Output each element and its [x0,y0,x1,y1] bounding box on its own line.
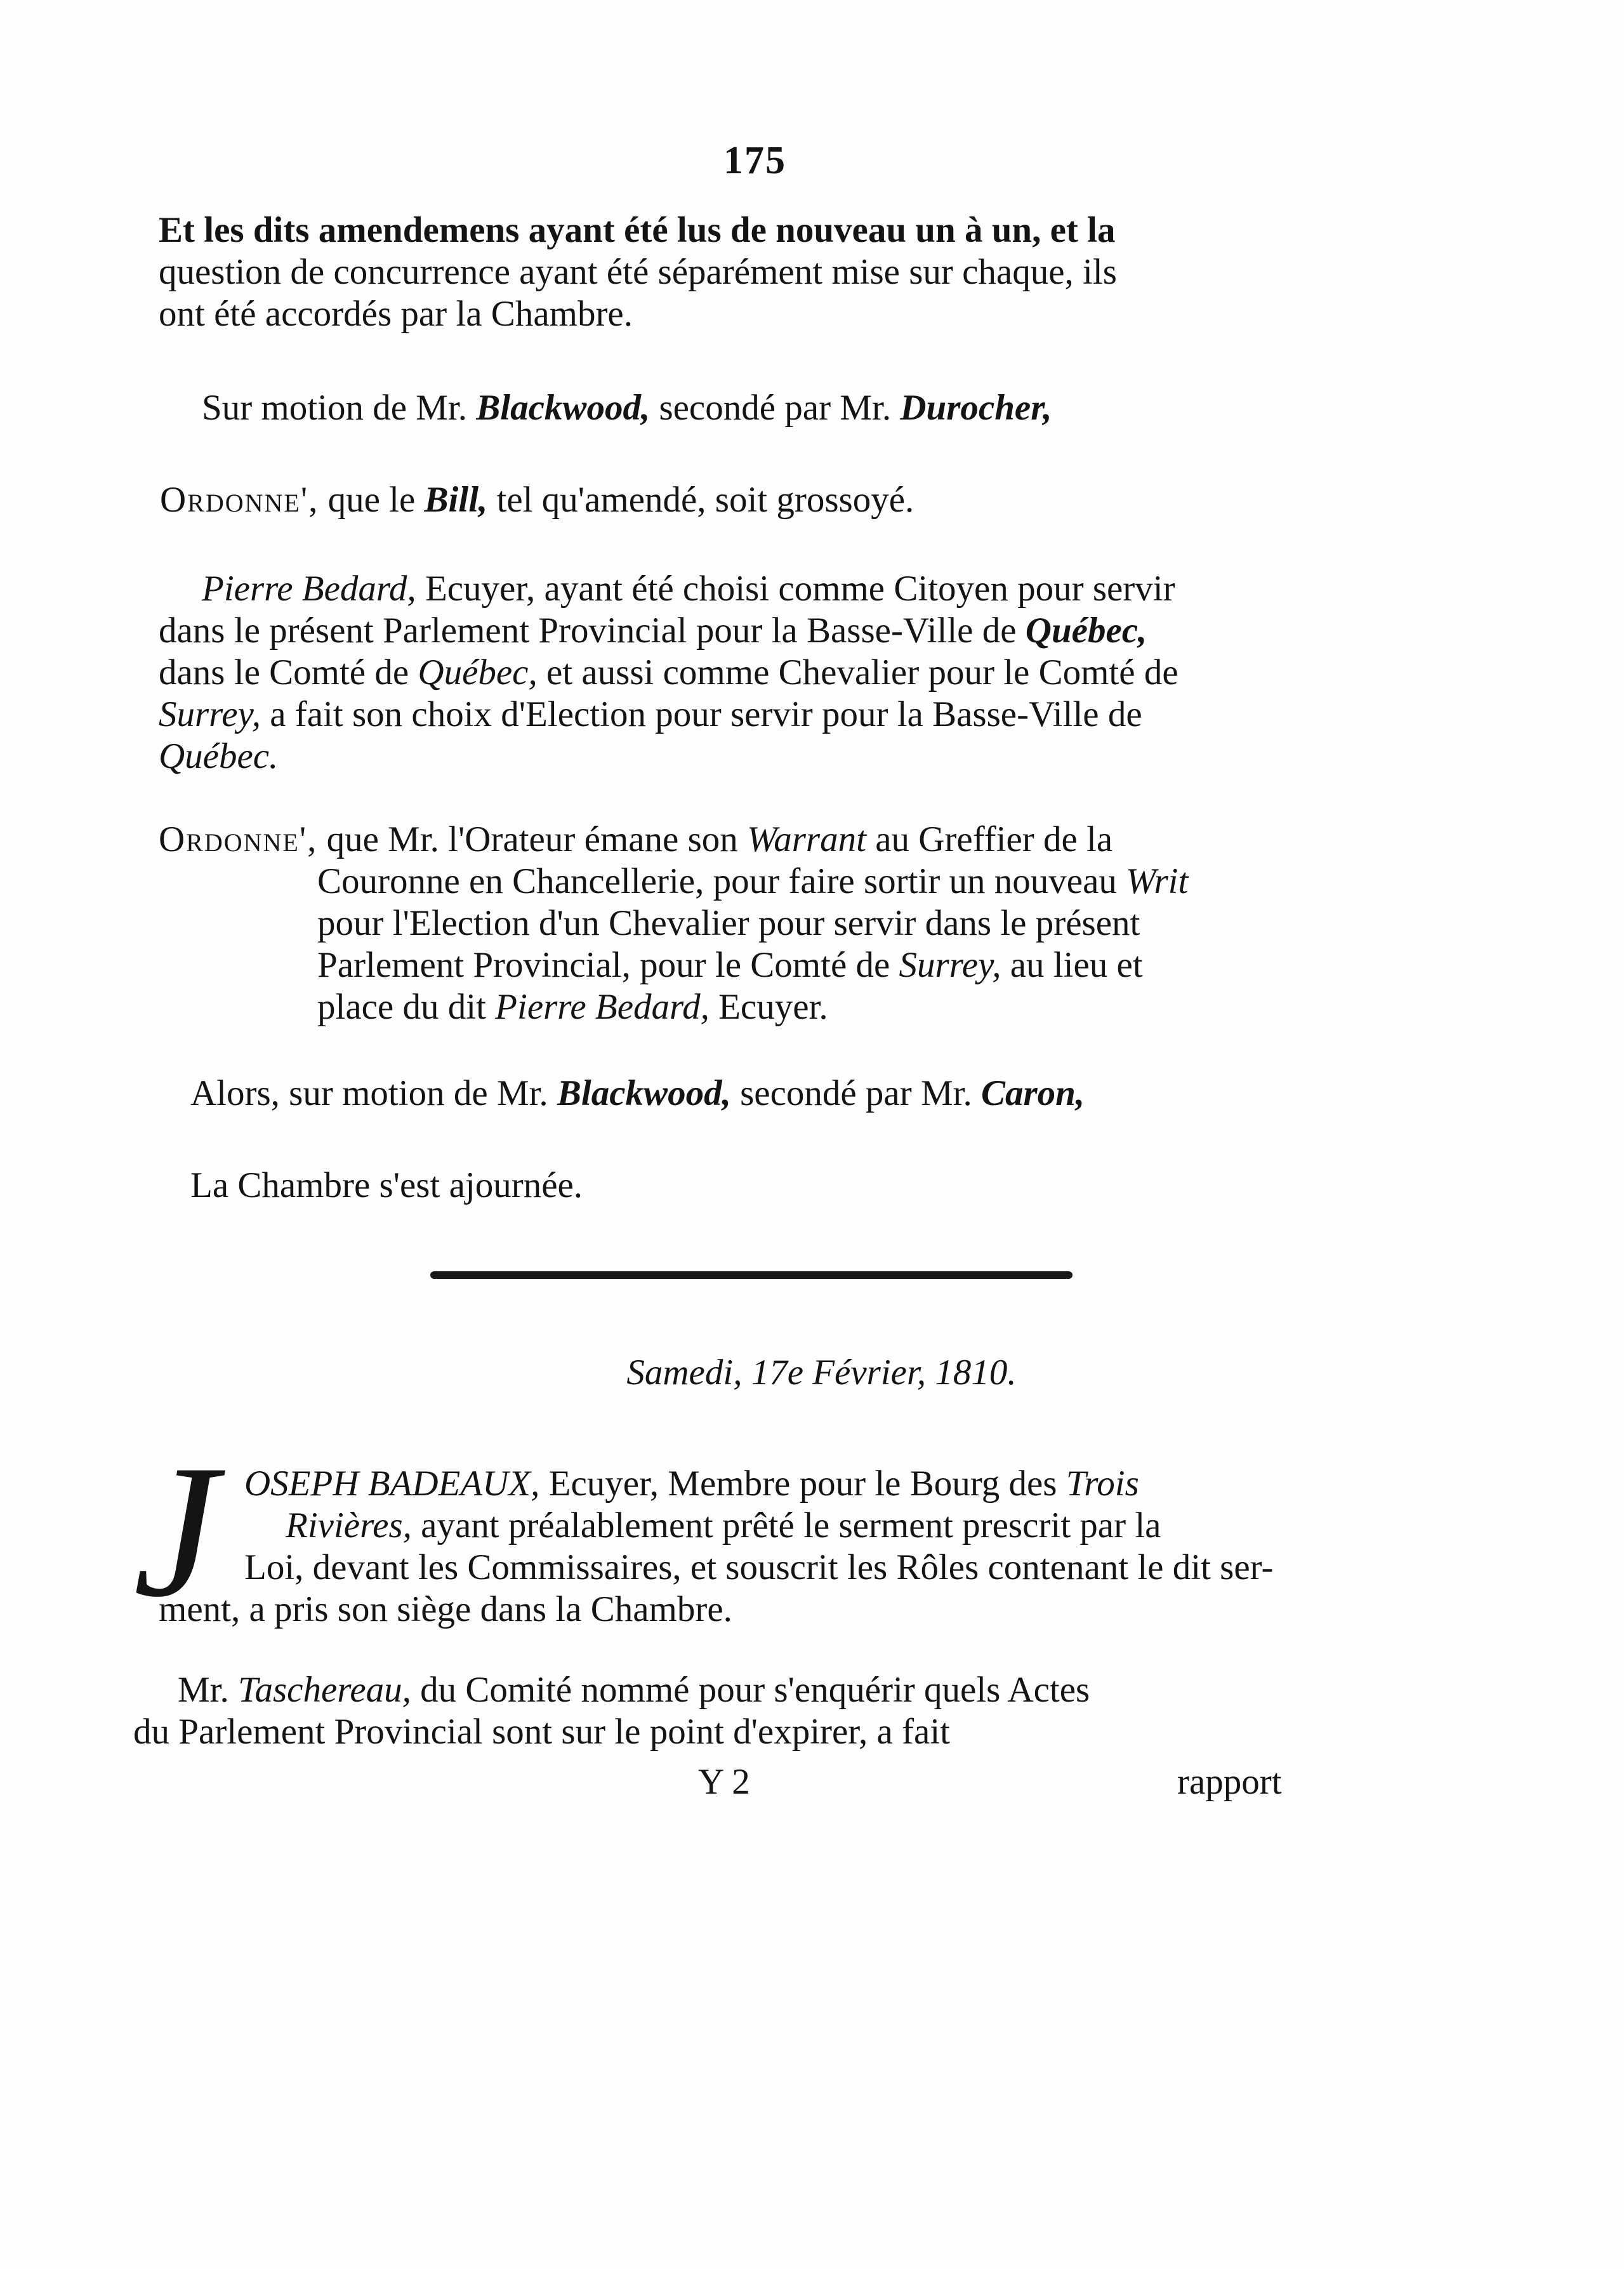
text-line: Couronne en Chancellerie, pour faire sortir un nouveau Writ [317,861,1189,901]
text-line: Et les dits amendemens ayant été lus de nouveau un à un, et la [159,210,1116,250]
session-date: Samedi, 17e Février, 1810. [626,1353,1017,1392]
text-line: Mr. Taschereau, du Comité nommé pour s'enquérir quels Actes [178,1670,1090,1710]
catchword: rapport [1177,1762,1282,1802]
paragraph-ordonne-bill [160,479,1175,521]
text-line: dans le présent Parlement Provincial pour la Basse-Ville de Québec, [159,611,1147,651]
text-line: Alors, sur motion de Mr. Blackwood, secondé par Mr. Caron, [190,1073,1085,1113]
paragraph-taschereau [133,1669,1447,1753]
drop-cap: J [133,1426,218,1636]
text-line: place du dit Pierre Bedard, Ecuyer. [317,987,828,1027]
paragraph-pierre-bedard [159,568,1447,777]
paragraph-motion-blackwood [202,387,1281,429]
paragraph-ordonne-warrant [159,819,1447,1028]
page-number: 175 [723,139,786,182]
text-line: Sur motion de Mr. Blackwood, secondé par Mr. Durocher, [202,388,1052,428]
paragraph-joseph-badeaux [159,1463,1447,1631]
text-line: ont été accordés par la Chambre. [159,294,633,334]
text-line: Surrey, a fait son choix d'Election pour servir pour la Basse-Ville de [159,694,1142,734]
text-line: OSEPH BADEAUX, Ecuyer, Membre pour le Bourg des Trois [244,1464,1139,1504]
section-divider [430,1271,1073,1279]
text-line: Loi, devant les Commissaires, et souscrit les Rôles contenant le dit ser- [244,1547,1274,1587]
text-line: ment, a pris son siège dans la Chambre. [159,1589,732,1629]
text-line: Pierre Bedard, Ecuyer, ayant été choisi comme Citoyen pour servir [202,569,1175,609]
paragraph-motion-caron [190,1073,1333,1115]
paragraph-adjourned [190,1165,952,1207]
text-line: Ordonne', que Mr. l'Orateur émane son Warrant au Greffier de la [159,819,1113,859]
text-line: dans le Comté de Québec, et aussi comme Chevalier pour le Comté de [159,652,1178,692]
text-line: question de concurrence ayant été séparément mise sur chaque, ils [159,252,1117,292]
text-line: Rivières, ayant préalablement prêté le serment prescrit par la [286,1505,1161,1545]
text-line: La Chambre s'est ajournée. [190,1165,583,1205]
signature-mark: Y 2 [698,1762,750,1802]
text-line: pour l'Election d'un Chevalier pour servir dans le présent [317,903,1140,943]
paragraph-amendments [159,209,1447,335]
text-line: Parlement Provincial, pour le Comté de Surrey, au lieu et [317,945,1143,985]
text-line: Québec. [159,736,279,776]
text-line: du Parlement Provincial sont sur le point d'expirer, a fait [133,1712,951,1752]
text-line: Ordonne', que le Bill, tel qu'amendé, soit grossoyé. [160,480,914,520]
